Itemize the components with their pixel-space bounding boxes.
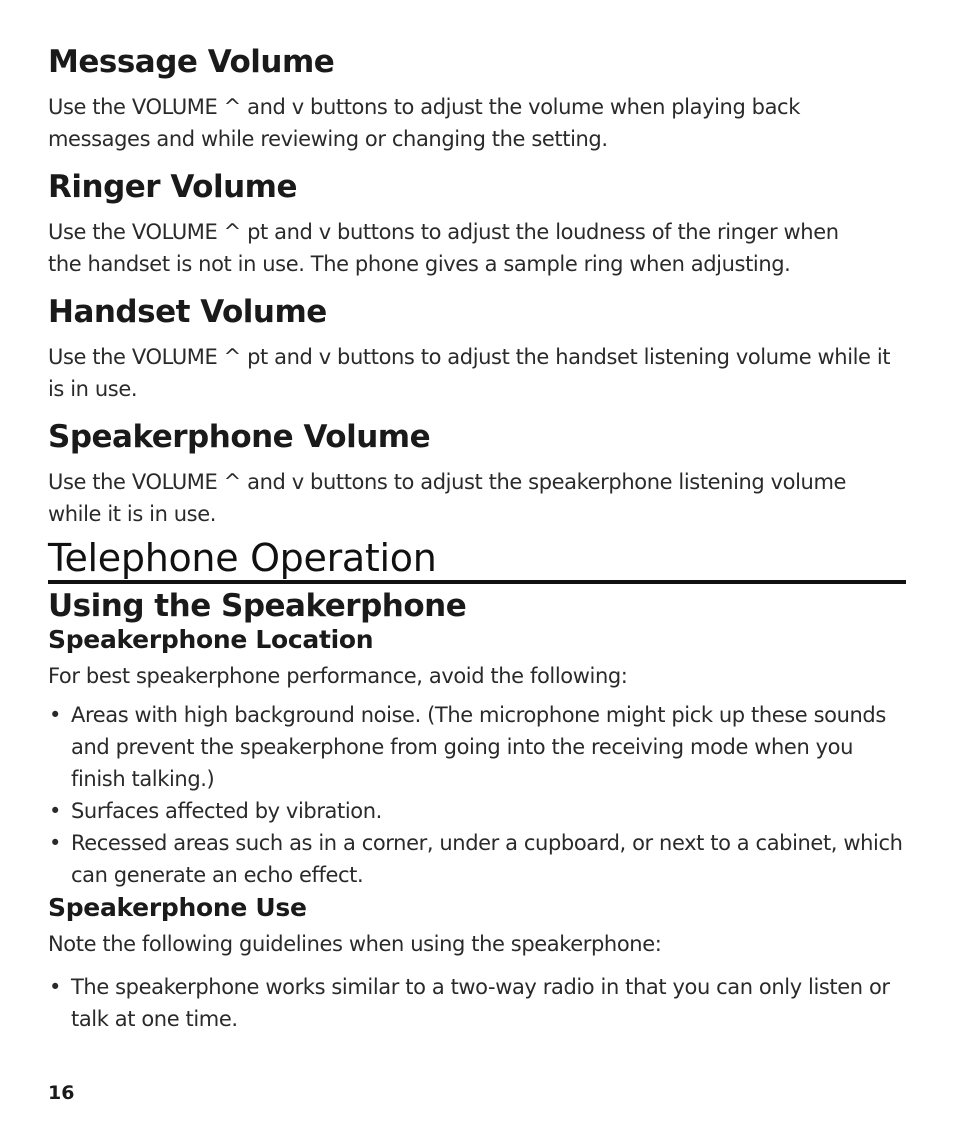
- bullet-icon: •: [49, 831, 61, 855]
- list-item: [48, 971, 908, 1035]
- list-item-text: Surfaces affected by vibration.: [71, 799, 382, 823]
- speakerphone-use-intro: Note the following guidelines when using the speakerphone:: [48, 932, 662, 956]
- list-item-text: Areas with high background noise. (The microphone might pick up these sounds and prevent the speakerphone from going into the receiving mode when you finish talking.): [71, 703, 886, 791]
- speakerphone-location-heading: Speakerphone Location: [48, 625, 374, 654]
- speakerphone-location-intro: For best speakerphone performance, avoid the following:: [48, 664, 628, 688]
- speakerphone-volume-heading: Speakerphone Volume: [48, 419, 431, 455]
- speakerphone-location-list: [48, 699, 908, 891]
- list-item: [48, 827, 908, 891]
- ringer-volume-text: Use the VOLUME ^ pt and v buttons to adjust the loudness of the ringer when the handset is not in use. The phone gives a sample ring when adjusting.: [48, 220, 839, 276]
- message-volume-heading: Message Volume: [48, 44, 335, 80]
- speakerphone-volume-text: Use the VOLUME ^ and v buttons to adjust the speakerphone listening volume while it is in use.: [48, 470, 847, 526]
- list-item-text: The speakerphone works similar to a two-way radio in that you can only listen or talk at one time.: [71, 975, 890, 1031]
- chapter-title-rule: [48, 580, 906, 584]
- bullet-icon: •: [49, 975, 61, 999]
- list-item: [48, 795, 908, 827]
- page-number: 16: [48, 1082, 75, 1104]
- list-item: [48, 699, 908, 795]
- chapter-title: Telephone Operation: [48, 536, 437, 580]
- bullet-icon: •: [49, 703, 61, 727]
- ringer-volume-heading: Ringer Volume: [48, 169, 297, 205]
- using-speakerphone-heading: Using the Speakerphone: [48, 588, 467, 624]
- speakerphone-use-heading: Speakerphone Use: [48, 893, 307, 922]
- message-volume-text: Use the VOLUME ^ and v buttons to adjust the volume when playing back messages and while reviewing or changing the setting.: [48, 95, 800, 151]
- list-item-text: Recessed areas such as in a corner, under a cupboard, or next to a cabinet, which can generate an echo effect.: [71, 831, 903, 887]
- speakerphone-use-list: [48, 971, 908, 1035]
- bullet-icon: •: [49, 799, 61, 823]
- handset-volume-text: Use the VOLUME ^ pt and v buttons to adjust the handset listening volume while it is in use.: [48, 345, 891, 401]
- handset-volume-heading: Handset Volume: [48, 294, 327, 330]
